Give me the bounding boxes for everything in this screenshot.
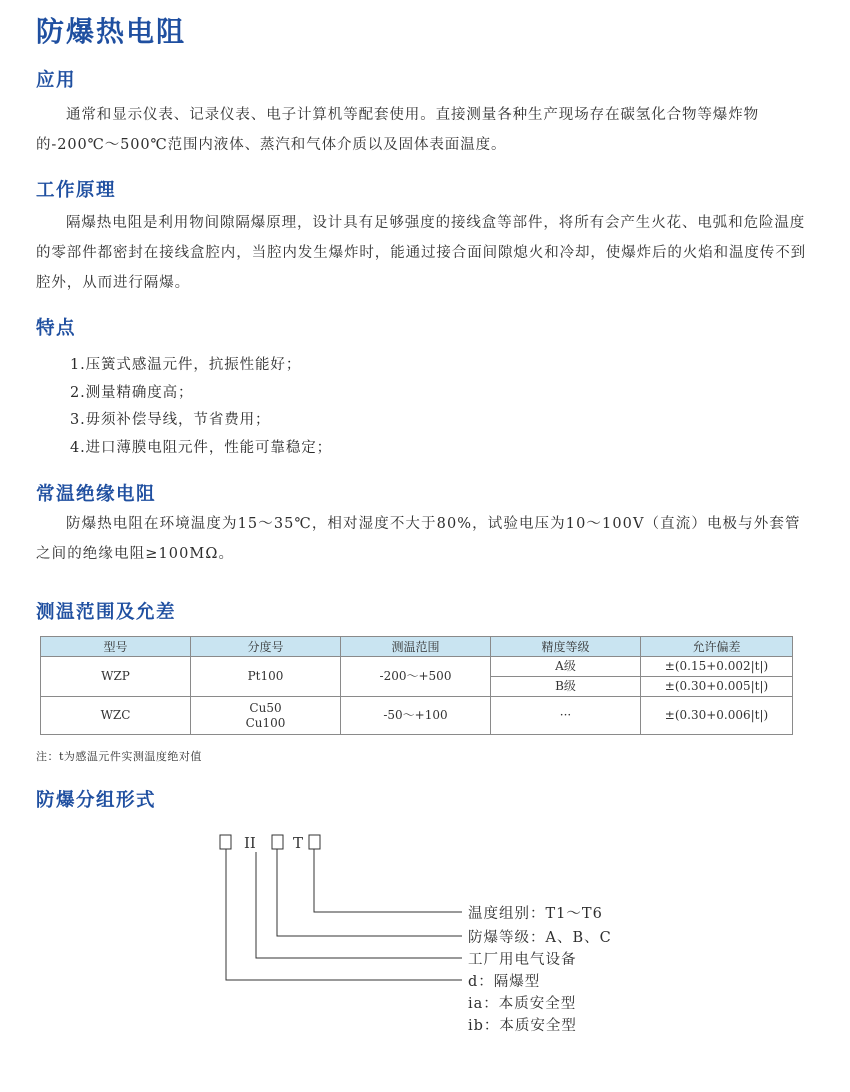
cell-graduation: Pt100	[191, 657, 341, 697]
feature-item: 3.毋须补偿导线，节省费用；	[70, 412, 271, 428]
header-cell: 精度等级	[491, 637, 641, 657]
page-title: 防爆热电阻	[36, 15, 187, 48]
code-t: T	[293, 834, 304, 852]
cell-grade: B级	[491, 677, 641, 697]
section-heading-application: 应用	[36, 70, 77, 91]
cell-tolerance: ±(0.30+0.006|t|)	[641, 697, 793, 735]
header-cell: 型号	[41, 637, 191, 657]
section-heading-insulation: 常温绝缘电阻	[36, 484, 157, 505]
feature-item: 2.测量精确度高；	[70, 384, 194, 401]
cell-grade: ···	[491, 697, 641, 735]
label-type-ia: ia：本质安全型	[468, 996, 577, 1012]
feature-item: 4.进口薄膜电阻元件，性能可靠稳定；	[70, 439, 333, 456]
code-ii: II	[244, 834, 256, 852]
cell-tolerance: ±(0.15+0.002|t|)	[641, 657, 793, 677]
header-cell: 测温范围	[341, 637, 491, 657]
leader-grade	[277, 849, 462, 936]
principle-text: 隔爆热电阻是利用物间隙隔爆原理，设计具有足够强度的接线盒等部件，将所有会产生火花、电弧和危险温度的零部件都密封在接线盒腔内，当腔内发生爆炸时，能通过接合面间隙熄火和冷却，使爆炸后的火焰和温度传不到腔外，从而进行隔爆。	[36, 215, 806, 291]
cell-range: -50～+100	[341, 697, 491, 735]
graduation-line: Cu50	[249, 700, 282, 715]
code-box-2	[272, 835, 283, 849]
header-cell: 分度号	[191, 637, 341, 657]
label-factory-equipment: 工厂用电气设备	[468, 952, 577, 968]
section-heading-range: 测温范围及允差	[36, 602, 177, 623]
insulation-text: 防爆热电阻在环境温度为15～35℃，相对湿度不大于80%，试验电压为10～100V（直流）电极与外套管之间的绝缘电阻≥100MΩ。	[36, 516, 801, 562]
header-cell: 允许偏差	[641, 637, 793, 657]
leader-type	[226, 849, 462, 980]
label-type-d: d：隔爆型	[468, 974, 541, 990]
cell-range: -200～+500	[341, 657, 491, 697]
leader-temperature	[314, 849, 462, 912]
application-text: 通常和显示仪表、记录仪表、电子计算机等配套使用。直接测量各种生产现场存在碳氢化合物等爆炸物的-200℃～500℃范围内液体、蒸汽和气体介质以及固体表面温度。	[36, 107, 759, 153]
section-heading-features: 特点	[36, 318, 77, 339]
cell-model: WZP	[41, 657, 191, 697]
leader-factory	[256, 852, 462, 958]
table-note: 注：t为感温元件实测温度绝对值	[36, 750, 202, 763]
graduation-line: Cu100	[245, 715, 286, 730]
feature-item: 1.压簧式感温元件，抗振性能好；	[70, 357, 302, 373]
code-box-1	[220, 835, 231, 849]
section-heading-grouping: 防爆分组形式	[36, 790, 157, 811]
cell-grade: A级	[491, 657, 641, 677]
code-box-3	[309, 835, 320, 849]
label-temperature-group: 温度组别：T1～T6	[468, 906, 603, 922]
label-explosion-grade: 防爆等级：A、B、C	[468, 930, 612, 946]
cell-tolerance: ±(0.30+0.005|t|)	[641, 677, 793, 697]
section-heading-principle: 工作原理	[36, 180, 117, 201]
cell-model: WZC	[41, 697, 191, 735]
label-type-ib: ib：本质安全型	[468, 1018, 577, 1034]
